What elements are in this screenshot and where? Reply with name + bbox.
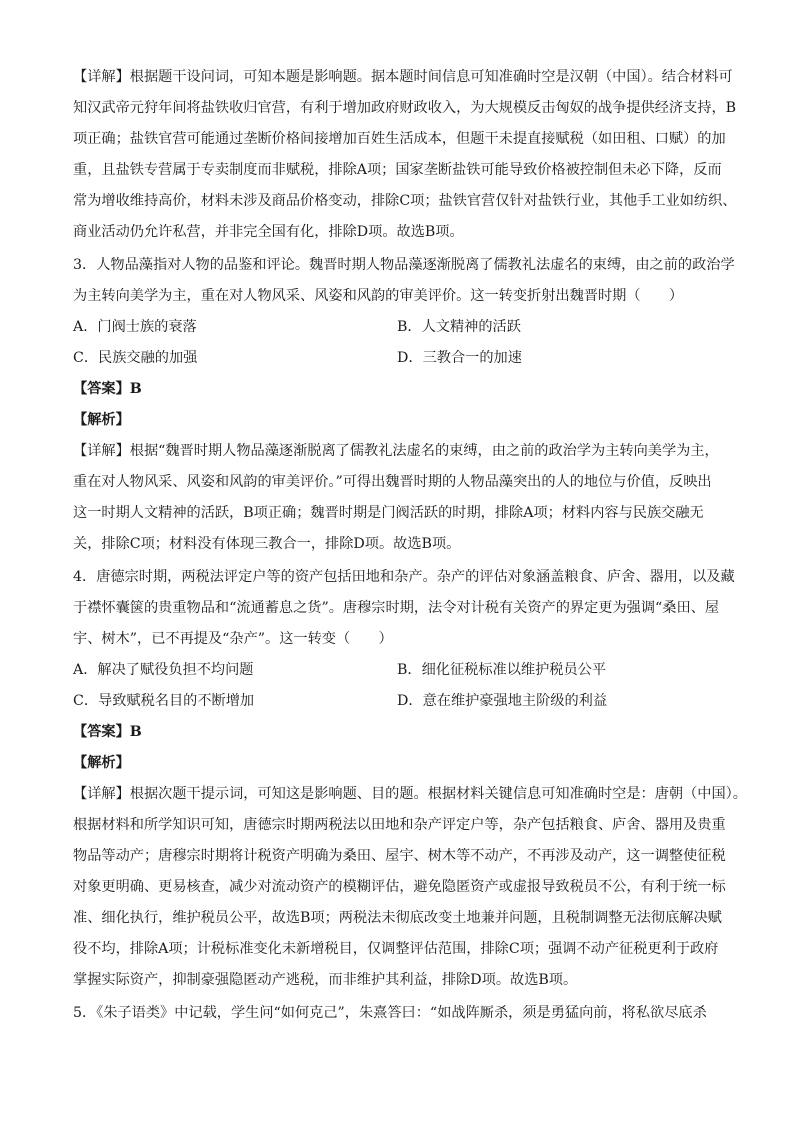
explanation-line: 常为增收维持高价，材料未涉及商品价格变动，排除C项；盐铁官营仅针对盐铁行业，其他手工业如纺织、: [73, 193, 737, 209]
q4-option-b: B．细化征税标准以维护税员公平: [397, 662, 607, 678]
q4-explanation-line: 准、细化执行，维护税员公平，故选B项；两税法未彻底改变土地兼并问题，且税制调整无法彻底解决赋: [73, 910, 722, 926]
q3-explanation-line: 这一时期人文精神的活跃，B项正确；魏晋时期是门阀活跃的时期，排除A项；材料内容与民族交融无: [73, 505, 704, 521]
q3-option-d: D．三教合一的加速: [397, 350, 522, 366]
q4-explanation-line: 根据材料和所学知识可知，唐德宗时期两税法以田地和杂产评定户等，杂产包括粮食、庐舍、器用及贵重: [73, 817, 726, 833]
explanation-line: 【详解】根据题干设问词，可知本题是影响题。据本题时间信息可知准确时空是汉朝（中国）。结合材料可: [73, 69, 733, 85]
q4-explanation-line: 【详解】根据次题干提示词，可知这是影响题、目的题。根据材料关键信息可知准确时空是：唐朝（中国）。: [73, 786, 747, 802]
q4-explanation-line: 役不均，排除A项；计税标准变化未新增税目，仅调整评估范围，排除C项；强调不动产征税更利于政府: [73, 941, 719, 957]
q3-option-a: A．门阀士族的衰落: [73, 319, 197, 335]
q4-explanation-line: 掌握实际资产，抑制豪强隐匿动产逃税，而非维护其利益，排除D项。故选B项。: [73, 972, 578, 988]
question-4-stem: 4．唐德宗时期，两税法评定户等的资产包括田地和杂产。杂产的评估对象涵盖粮食、庐舍、器用，以及藏: [73, 569, 735, 585]
question-3-stem: 3．人物品藻指对人物的品鉴和评论。魏晋时期人物品藻逐渐脱离了儒教礼法虚名的束缚，由之前的政治学: [73, 257, 735, 273]
q3-analysis-heading: 【解析】: [73, 412, 130, 428]
q3-explanation-line: 关，排除C项；材料没有体现三教合一，排除D项。故选B项。: [73, 536, 461, 552]
q3-explanation-line: 【详解】根据“魏晋时期人物品藻逐渐脱离了儒教礼法虚名的束缚，由之前的政治学为主转向美学为主，: [73, 443, 719, 459]
q3-option-b: B．人文精神的活跃: [397, 319, 521, 335]
q3-option-c: C．民族交融的加强: [73, 350, 198, 366]
q4-explanation-line: 对象更明确、更易核查，减少对流动资产的模糊评估，避免隐匿资产或虚报导致税员不公，有利于统一标: [73, 879, 726, 895]
question-5-stem: 5．《朱子语类》中记载，学生问“如何克己”，朱熹答曰：“如战阵厮杀，须是勇猛向前，将私欲尽底杀: [73, 1005, 707, 1021]
q4-answer: 【答案】B: [73, 724, 142, 740]
explanation-line: 商业活动仍允许私营，并非完全国有化，排除D项。故选B项。: [73, 224, 464, 240]
question-3-stem: 为主转向美学为主，重在对人物风采、风姿和风韵的审美评价。这一转变折射出魏晋时期（ ）: [73, 288, 684, 304]
q4-analysis-heading: 【解析】: [73, 755, 130, 771]
q4-option-a: A．解决了赋役负担不均问题: [73, 662, 254, 678]
question-4-stem: 宇、树木”，已不再提及“杂产”。这一转变（ ）: [73, 631, 393, 647]
q4-explanation-line: 物品等动产；唐穆宗时期将计税资产明确为桑田、屋宇、树木等不动产，不再涉及动产，这一调整使征税: [73, 848, 726, 864]
q3-answer: 【答案】B: [73, 381, 142, 397]
q3-explanation-line: 重在对人物风采、风姿和风韵的审美评价。”可得出魏晋时期的人物品藻突出的人的地位与价值，反映出: [73, 474, 712, 490]
explanation-line: 重，且盐铁专营属于专卖制度而非赋税，排除A项；国家垄断盐铁可能导致价格被控制但未必下降，反而: [73, 162, 722, 178]
explanation-line: 知汉武帝元狩年间将盐铁收归官营，有利于增加政府财政收入，为大规模反击匈奴的战争提供经济支持，B: [73, 100, 737, 116]
question-4-stem: 于襟怀囊箧的贵重物品和“流通蓄息之货”。唐穆宗时期，法令对计税有关资产的界定更为强调“桑田、屋: [73, 600, 720, 616]
explanation-line: 项正确；盐铁官营可能通过垄断价格间接增加百姓生活成本，但题干未提直接赋税（如田租、口赋）的加: [73, 131, 726, 147]
q4-option-d: D．意在维护豪强地主阶级的利益: [397, 693, 608, 709]
q4-option-c: C．导致赋税名目的不断增加: [73, 693, 255, 709]
